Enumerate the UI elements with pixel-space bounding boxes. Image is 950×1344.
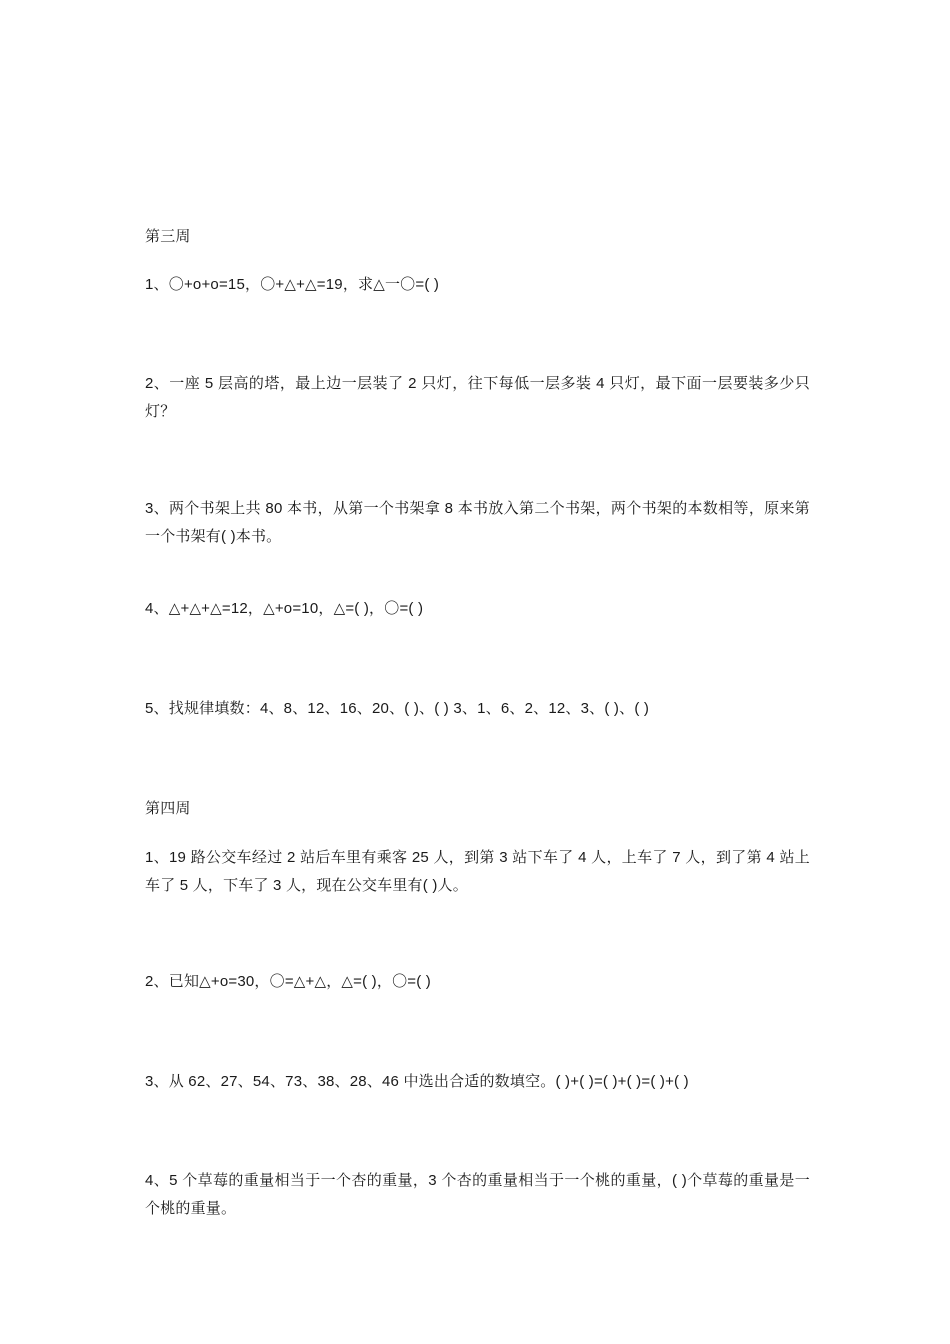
week4-question-1: 1、19 路公交车经过 2 站后车里有乘客 25 人，到第 3 站下车了 4 人，上车了 7 人，到了第 4 站上车了 5 人，下车了 3 人，现在公交车里有( )人。 xyxy=(145,849,810,894)
week3-question-5: 5、找规律填数：4、8、12、16、20、( )、( ) 3、1、6、2、12、3、( )、( ) xyxy=(145,700,650,717)
week4-question-3: 3、从 62、27、54、73、38、28、46 中选出合适的数填空。( )+( )=( )+( )=( )+( ) xyxy=(145,1073,689,1090)
week3-question-3: 3、两个书架上共 80 本书，从第一个书架拿 8 本书放入第二个书架，两个书架的本数相等，原来第一个书架有( )本书。 xyxy=(145,500,810,545)
week3-heading: 第三周 xyxy=(145,228,191,245)
week3-question-2: 2、一座 5 层高的塔，最上边一层装了 2 只灯，往下每低一层多装 4 只灯，最下面一层要装多少只灯？ xyxy=(145,375,810,420)
week3-question-1: 1、〇+o+o=15，〇+△+△=19，求△一〇=( ) xyxy=(145,276,440,293)
week4-heading: 第四周 xyxy=(145,800,191,817)
week4-question-2: 2、已知△+o=30，〇=△+△，△=( )，〇=( ) xyxy=(145,973,431,990)
week4-question-4: 4、5 个草莓的重量相当于一个杏的重量，3 个杏的重量相当于一个桃的重量，( )个草莓的重量是一个桃的重量。 xyxy=(145,1172,810,1217)
week3-question-4: 4、△+△+△=12，△+o=10，△=( )，〇=( ) xyxy=(145,600,424,617)
